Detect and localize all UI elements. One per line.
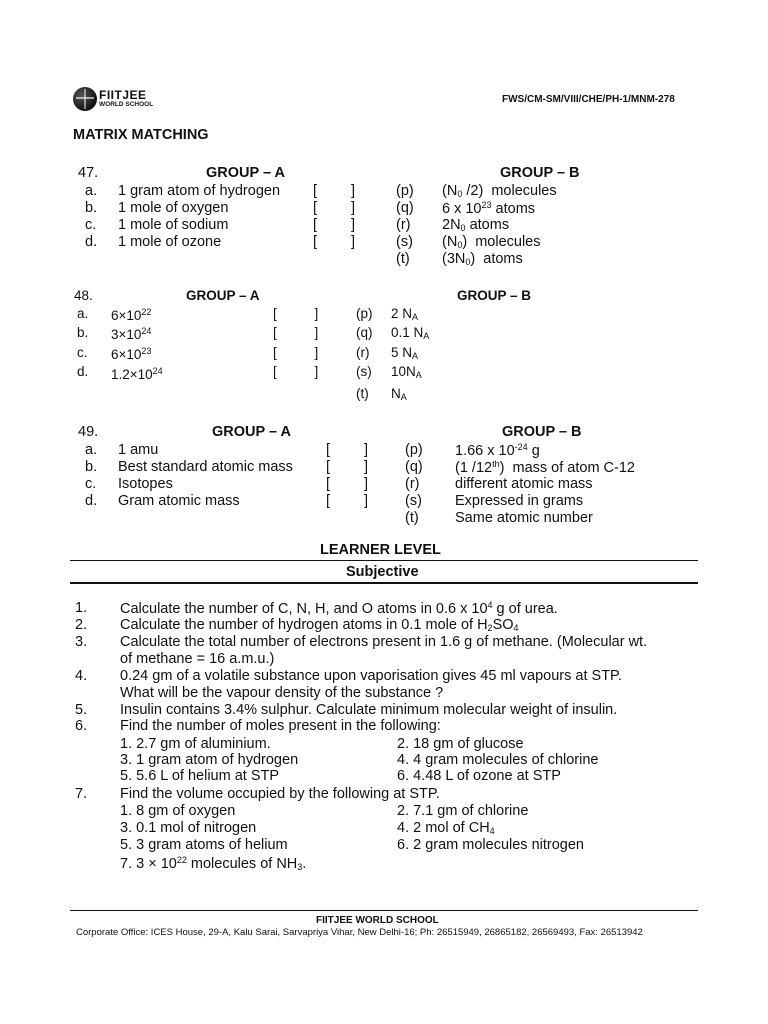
answer-blank[interactable]: [ ]: [273, 364, 319, 379]
brand-sub: WORLD SCHOOL: [99, 101, 154, 108]
option-text: Same atomic number: [455, 510, 593, 526]
question-number: 2.: [75, 617, 88, 633]
item-text: Gram atomic mass: [118, 493, 240, 509]
section-title: MATRIX MATCHING: [73, 127, 209, 143]
option-label: (q): [405, 459, 423, 475]
option-label: (p): [356, 306, 373, 321]
answer-blank[interactable]: [ ]: [313, 234, 356, 250]
group-a-heading: GROUP – A: [206, 165, 285, 181]
item-text: 1 amu: [118, 442, 159, 458]
answer-blank[interactable]: [ ]: [326, 493, 369, 509]
document-code: FWS/CM-SM/VIII/CHE/PH-1/MNM-278: [502, 94, 675, 105]
answer-blank[interactable]: [ ]: [273, 325, 319, 340]
option-text: 2 $N_A$: [391, 306, 419, 322]
answer-blank[interactable]: [ ]: [313, 200, 356, 216]
sub-item: 3. 0.1 mol of nitrogen: [120, 820, 257, 836]
item-label: c.: [77, 345, 88, 360]
answer-blank[interactable]: [ ]: [326, 459, 369, 475]
group-a-heading: GROUP – A: [212, 424, 291, 440]
option-label: (t): [405, 510, 419, 526]
option-label: (r): [396, 217, 411, 233]
question-text: Insulin contains 3.4% sulphur. Calculate minimum molecular weight of insulin.: [120, 702, 618, 718]
item-label: d.: [85, 493, 98, 509]
option-text: $(3N_0)$ atoms: [442, 251, 523, 267]
footer-title: FIITJEE WORLD SCHOOL: [316, 915, 439, 926]
sub-item: 1. 8 gm of oxygen: [120, 803, 236, 819]
footer-divider: [70, 910, 698, 911]
item-text: $1.2\times 10^{24}$: [111, 366, 163, 382]
item-label: a.: [85, 183, 98, 199]
question-number: 47.: [78, 165, 99, 181]
item-label: a.: [85, 442, 98, 458]
option-text: different atomic mass: [455, 476, 593, 492]
question-text: Calculate the number of C, N, H, and O atoms in 0.6 x $10^4$ g of urea.: [120, 600, 558, 617]
option-text: Expressed in grams: [455, 493, 584, 509]
question-text: Find the number of moles present in the following:: [120, 718, 441, 734]
option-label: (s): [396, 234, 413, 250]
sub-item: 6. 2 gram molecules nitrogen: [397, 837, 584, 853]
item-text: Best standard atomic mass: [118, 459, 293, 475]
answer-blank[interactable]: [ ]: [326, 442, 369, 458]
item-label: c.: [85, 476, 97, 492]
option-label: (t): [396, 251, 410, 267]
item-label: d.: [77, 364, 89, 379]
question-text: Calculate the total number of electrons present in 1.6 g of methane. (Molecular wt.: [120, 634, 648, 650]
item-text: 1 mole of sodium: [118, 217, 229, 233]
option-label: (q): [356, 325, 373, 340]
fiitjee-logo-icon: [73, 87, 97, 111]
brand-name: FIITJEE: [99, 88, 147, 102]
option-text: 6 x $10^{23}$ atoms: [442, 200, 536, 217]
sub-item: 1. 2.7 gm of aluminium.: [120, 736, 271, 752]
question-text: Calculate the number of hydrogen atoms in 0.1 mole of $H_2SO_4$: [120, 617, 519, 633]
option-text: $N_A$: [391, 386, 407, 402]
option-text: $(N_0)$ molecules: [442, 234, 541, 250]
sub-item: 4. 4 gram molecules of chlorine: [397, 752, 599, 768]
option-label: (s): [356, 364, 372, 379]
question-number: 48.: [74, 288, 93, 303]
question-text: of methane = 16 a.m.u.): [120, 651, 275, 667]
option-text: (1 /12th) mass of atom C-12: [455, 459, 635, 476]
subjective-heading: Subjective: [346, 564, 419, 580]
group-b-heading: GROUP – B: [457, 288, 532, 303]
sub-item: 2. 7.1 gm of chlorine: [397, 803, 529, 819]
answer-blank[interactable]: [ ]: [326, 476, 369, 492]
option-label: (p): [396, 183, 414, 199]
sub-item: 4. 2 mol of $CH_4$: [397, 820, 495, 836]
answer-blank[interactable]: [ ]: [273, 345, 319, 360]
option-label: (s): [405, 493, 422, 509]
sub-item: 2. 18 gm of glucose: [397, 736, 524, 752]
question-number: 7.: [75, 786, 88, 802]
option-text: ($N_0$ /2) molecules: [442, 183, 557, 199]
option-text: $2N_0$ atoms: [442, 217, 510, 233]
option-label: (r): [405, 476, 420, 492]
item-text: 1 mole of ozone: [118, 234, 222, 250]
option-label: (q): [396, 200, 414, 216]
question-number: 3.: [75, 634, 88, 650]
option-text: 1.66 x $10^{-24}$ g: [455, 442, 540, 459]
item-text: 1 mole of oxygen: [118, 200, 229, 216]
sub-item: 5. 3 gram atoms of helium: [120, 837, 288, 853]
item-text: $3\times 10^{24}$: [111, 326, 152, 342]
option-text: 0.1 $N_A$: [391, 325, 430, 341]
option-text: $10N_A$: [391, 364, 422, 380]
item-text: Isotopes: [118, 476, 173, 492]
item-label: b.: [85, 200, 98, 216]
question-text: 0.24 gm of a volatile substance upon vaporisation gives 45 ml vapours at STP.: [120, 668, 622, 684]
item-label: c.: [85, 217, 97, 233]
item-label: b.: [85, 459, 98, 475]
question-number: 1.: [75, 600, 88, 616]
question-text: What will be the vapour density of the substance ?: [120, 685, 444, 701]
option-label: (t): [356, 386, 369, 401]
item-text: $6\times 10^{23}$: [111, 346, 152, 362]
question-text: Find the volume occupied by the following at STP.: [120, 786, 440, 802]
item-label: b.: [77, 325, 89, 340]
group-b-heading: GROUP – B: [502, 424, 582, 440]
divider: [70, 560, 698, 561]
answer-blank[interactable]: [ ]: [313, 183, 356, 199]
option-text: 5 $N_A$: [391, 345, 419, 361]
divider: [70, 582, 698, 584]
sub-item: 7. $3 \times 10^{22}$ molecules of $NH_3$.: [120, 855, 307, 872]
item-label: d.: [85, 234, 98, 250]
sub-item: 3. 1 gram atom of hydrogen: [120, 752, 299, 768]
answer-blank[interactable]: [ ]: [313, 217, 356, 233]
option-label: (r): [356, 345, 370, 360]
item-label: a.: [77, 306, 89, 321]
item-text: $6\times 10^{22}$: [111, 307, 152, 323]
sub-item: 5. 5.6 L of helium at STP: [120, 768, 280, 784]
learner-level-heading: LEARNER LEVEL: [320, 542, 441, 558]
item-text: 1 gram atom of hydrogen: [118, 183, 281, 199]
question-number: 5.: [75, 702, 88, 718]
footer-address: Corporate Office: ICES House, 29-A, Kalu Sarai, Sarvapriya Vihar, New Delhi-16; Ph: 26515949, 26865182, 26569493, Fax: 26513942: [76, 927, 643, 938]
option-label: (p): [405, 442, 423, 458]
question-number: 6.: [75, 718, 88, 734]
question-number: 4.: [75, 668, 88, 684]
group-b-heading: GROUP – B: [500, 165, 580, 181]
answer-blank[interactable]: [ ]: [273, 306, 319, 321]
sub-item: 6. 4.48 L of ozone at STP: [397, 768, 561, 784]
question-number: 49.: [78, 424, 99, 440]
group-a-heading: GROUP – A: [186, 288, 260, 303]
